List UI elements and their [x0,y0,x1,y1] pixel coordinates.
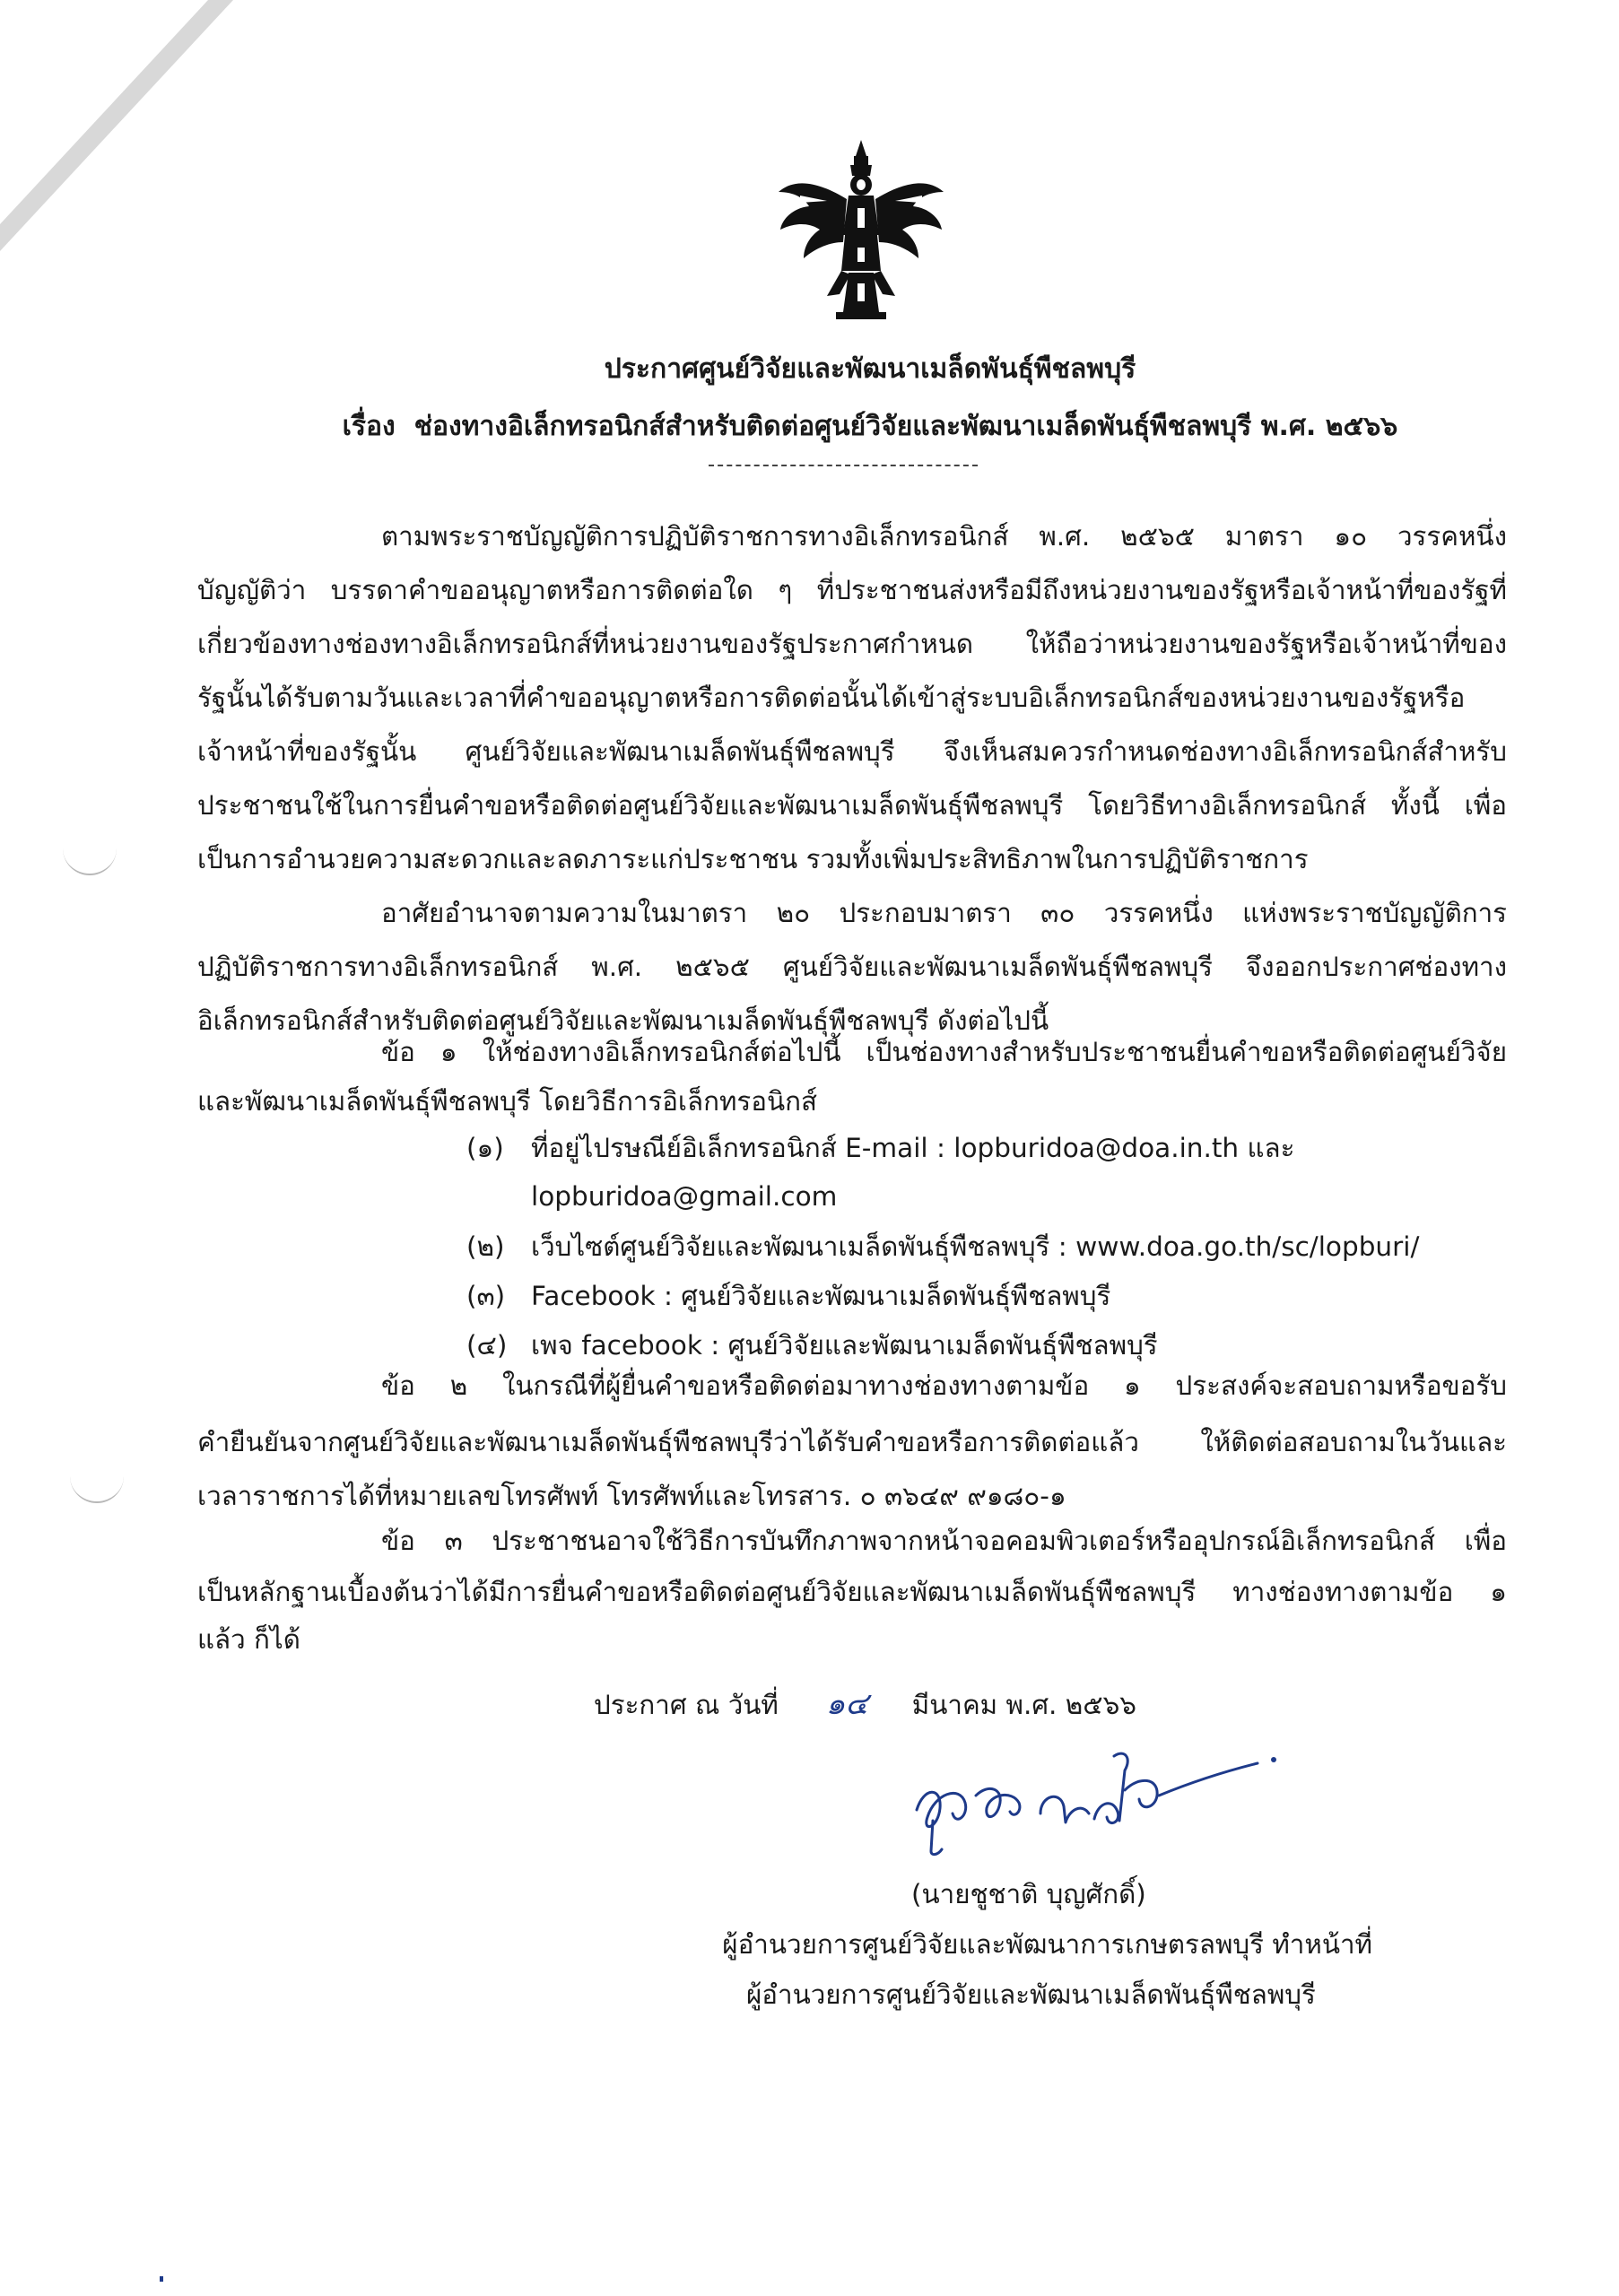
date-day-handwritten: ๑๔ [825,1686,868,1722]
subject-label: เรื่อง [342,411,396,442]
channel-4-text: เพจ facebook : ศูนย์วิจัยและพัฒนาเมล็ดพันธุ์พืชลพบุรี [531,1330,1158,1361]
clause3-line-3: แล้ว ก็ได้ [197,1624,300,1655]
clause1-line-2: และพัฒนาเมล็ดพันธุ์พืชลพบุรี โดยวิธีการอิเล็กทรอนิกส์ [197,1086,817,1117]
clause2-line-2: คำยืนยันจากศูนย์วิจัยและพัฒนาเมล็ดพันธุ์พืชลพบุรีว่าได้รับคำขอหรือการติดต่อแล้ว ให้ติดต่อสอบถามในวันและ [197,1427,1507,1457]
ink-speck [160,2276,163,2282]
date-line [594,1688,1136,1721]
para1-line-3: เกี่ยวข้องทางช่องทางอิเล็กทรอนิกส์ที่หน่วยงานของรัฐประกาศกำหนด ให้ถือว่าหน่วยงานของรัฐหรือเจ้าหน้าที่ของ [197,629,1507,659]
garuda-emblem-icon [773,136,949,323]
title-divider [709,465,978,466]
document-subject [197,405,1543,448]
document-title: ประกาศศูนย์วิจัยและพัฒนาเมล็ดพันธุ์พืชลพบุรี [604,353,1136,385]
channel-3-number: (๓) [466,1281,506,1311]
clause2-line-1: ข้อ ๒ ในกรณีที่ผู้ยื่นคำขอหรือติดต่อมาทางช่องทางตามข้อ ๑ ประสงค์จะสอบถามหรือขอรับ [381,1370,1507,1401]
signer-position-2: ผู้อำนวยการศูนย์วิจัยและพัฒนาเมล็ดพันธุ์พืชลพบุรี [746,1979,1316,2010]
para1-line-6: ประชาชนใช้ในการยื่นคำขอหรือติดต่อศูนย์วิจัยและพัฒนาเมล็ดพันธุ์พืชลพบุรี โดยวิธีทางอิเล็กทรอนิกส์ ทั้งนี้ เพื่อ [197,790,1507,821]
clause3-line-1: ข้อ ๓ ประชาชนอาจใช้วิธีการบันทึกภาพจากหน้าจอคอมพิวเตอร์หรืออุปกรณ์อิเล็กทรอนิกส์ เพื่อ [381,1526,1507,1556]
para1-line-5: เจ้าหน้าที่ของรัฐนั้น ศูนย์วิจัยและพัฒนาเมล็ดพันธุ์พืชลพบุรี จึงเห็นสมควรกำหนดช่องทางอิเล็กทรอนิกส์สำหรับ [197,736,1507,767]
channel-1-number: (๑) [466,1133,504,1163]
para1-line-7: เป็นการอำนวยความสะดวกและลดภาระแก่ประชาชน รวมทั้งเพิ่มประสิทธิภาพในการปฏิบัติราชการ [197,844,1309,874]
signer-position-1: ผู้อำนวยการศูนย์วิจัยและพัฒนาการเกษตรลพบุรี ทำหน้าที่ [722,1929,1372,1960]
para1-line-4: รัฐนั้นได้รับตามวันและเวลาที่คำขออนุญาตหรือการติดต่อนั้นได้เข้าสู่ระบบอิเล็กทรอนิกส์ของหน่วยงานของรัฐหรือ [197,683,1466,713]
signer-name: (นายชูชาติ บุญศักดิ์) [911,1879,1146,1909]
para1-line-1: ตามพระราชบัญญัติการปฏิบัติราชการทางอิเล็กทรอนิกส์ พ.ศ. ๒๕๖๕ มาตรา ๑๐ วรรคหนึ่ง [381,521,1507,552]
clause2-line-3: เวลาราชการได้ที่หมายเลขโทรศัพท์ โทรศัพท์และโทรสาร. ๐ ๓๖๔๙ ๙๑๘๐-๑ [197,1481,1066,1511]
clause1-line-1: ข้อ ๑ ให้ช่องทางอิเล็กทรอนิกส์ต่อไปนี้ เป็นช่องทางสำหรับประชาชนยื่นคำขอหรือติดต่อศูนย์วิจัย [381,1037,1507,1067]
channel-3-text: Facebook : ศูนย์วิจัยและพัฒนาเมล็ดพันธุ์พืชลพบุรี [531,1281,1111,1311]
para1-line-2: บัญญัติว่า บรรดาคำขออนุญาตหรือการติดต่อใด ๆ ที่ประชาชนส่งหรือมีถึงหน่วยงานของรัฐหรือเจ้าหน้าที่ของรัฐที่ [197,575,1507,605]
handwritten-signature [906,1740,1283,1857]
subject-text: ช่องทางอิเล็กทรอนิกส์สำหรับติดต่อศูนย์วิจัยและพัฒนาเมล็ดพันธุ์พืชลพบุรี พ.ศ. ๒๕๖๖ [413,411,1398,442]
channel-2-number: (๒) [466,1231,505,1262]
channel-4-number: (๔) [466,1330,508,1361]
clause3-line-2: เป็นหลักฐานเบื้องต้นว่าได้มีการยื่นคำขอหรือติดต่อศูนย์วิจัยและพัฒนาเมล็ดพันธุ์พืชลพบุรี ทางช่องทางตามข้อ ๑ [197,1577,1507,1607]
channel-1-continued: lopburidoa@gmail.com [531,1181,838,1212]
para2-line-3: อิเล็กทรอนิกส์สำหรับติดต่อศูนย์วิจัยและพัฒนาเมล็ดพันธุ์พืชลพบุรี ดังต่อไปนี้ [197,1005,1049,1036]
date-prefix: ประกาศ ณ วันที่ [594,1690,779,1720]
para2-line-1: อาศัยอำนาจตามความในมาตรา ๒๐ ประกอบมาตรา ๓๐ วรรคหนึ่ง แห่งพระราชบัญญัติการ [381,898,1507,928]
channel-2-text: เว็บไซต์ศูนย์วิจัยและพัฒนาเมล็ดพันธุ์พืชลพบุรี : www.doa.go.th/sc/lopburi/ [531,1231,1420,1262]
para2-line-2: ปฏิบัติราชการทางอิเล็กทรอนิกส์ พ.ศ. ๒๕๖๕ ศูนย์วิจัยและพัฒนาเมล็ดพันธุ์พืชลพบุรี จึงออกประกาศช่องทาง [197,952,1507,982]
date-month-year: มีนาคม พ.ศ. ๒๕๖๖ [911,1690,1137,1720]
channel-1-text: ที่อยู่ไปรษณีย์อิเล็กทรอนิกส์ E-mail : lopburidoa@doa.in.th และ [531,1133,1295,1163]
